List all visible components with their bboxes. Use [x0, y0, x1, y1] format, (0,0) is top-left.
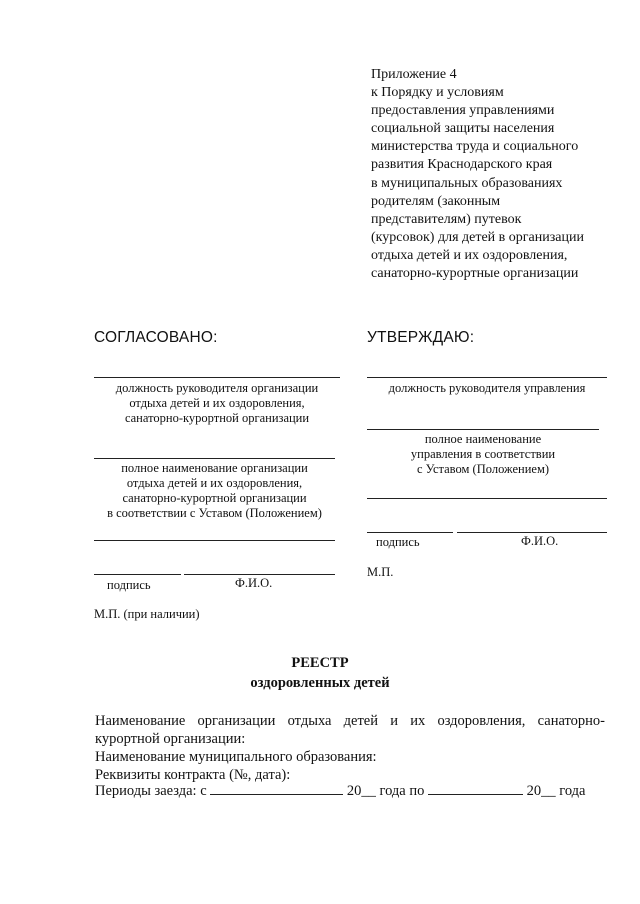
caption-line: полное наименование организации	[121, 461, 308, 475]
caption-line: управления в соответствии	[410, 447, 556, 461]
appendix-block	[371, 66, 621, 283]
appendix-line: развития Краснодарского края	[371, 157, 553, 173]
approve-position-caption	[367, 381, 607, 396]
registry-subtitle: оздоровленных детей	[250, 675, 390, 691]
appendix-line: отдыха детей и их оздоровления,	[371, 247, 568, 263]
appendix-line: в муниципальных образованиях	[371, 175, 563, 191]
approve-signature-label: подпись	[376, 535, 420, 549]
caption-line: отдыха детей и их оздоровления,	[126, 476, 303, 490]
period-from-blank	[210, 782, 343, 795]
org-name-field-cont: курортной организации:	[95, 731, 246, 747]
caption-line: полное наименование	[424, 432, 542, 446]
caption-line: санаторно-курортной организации	[124, 411, 310, 425]
appendix-line: предоставления управлениями	[371, 103, 555, 119]
period-field	[95, 782, 605, 800]
approve-fio-line	[457, 532, 607, 533]
org-name-field: Наименование организации отдыха детей и их оздоровления, санаторно-	[95, 713, 605, 729]
approve-fio-label: Ф.И.О.	[521, 534, 559, 548]
period-label: Периоды заезда: с	[95, 783, 207, 799]
registry-title: РЕЕСТР	[291, 655, 349, 671]
caption-line: с Уставом (Положением)	[416, 462, 550, 476]
appendix-line: министерства труда и социального	[371, 139, 579, 155]
caption-line: должность руководителя организации	[115, 381, 319, 395]
approve-header: УТВЕРЖДАЮ:	[367, 329, 475, 346]
agreed-fio-label: Ф.И.О.	[235, 576, 273, 590]
agreed-signature-line	[94, 574, 181, 575]
appendix-line: (курсовок) для детей в организации	[371, 229, 584, 245]
period-word-to: года по	[379, 783, 425, 799]
agreed-org-name-caption	[94, 461, 335, 521]
appendix-line: социальной защиты населения	[371, 121, 555, 137]
appendix-line: санаторно-курортные организации	[371, 266, 579, 282]
agreed-fio-line	[184, 574, 335, 575]
approve-position-line	[367, 377, 607, 378]
approve-org-name-caption	[367, 432, 599, 477]
approve-extra-line	[367, 498, 607, 499]
appendix-line: родителям (законным	[371, 193, 501, 209]
agreed-header: СОГЛАСОВАНО:	[94, 329, 218, 346]
agreed-org-name-line	[94, 458, 335, 459]
agreed-signature-label: подпись	[107, 578, 151, 592]
agreed-stamp: М.П. (при наличии)	[94, 607, 200, 621]
period-word-end: года	[559, 783, 586, 799]
approve-stamp: М.П.	[367, 565, 394, 579]
period-year-2: 20__	[526, 783, 556, 799]
contract-field: Реквизиты контракта (№, дата):	[95, 767, 291, 783]
agreed-position-line	[94, 377, 340, 378]
caption-line: отдыха детей и их оздоровления,	[129, 396, 305, 410]
caption-line: санаторно-курортной организации	[122, 491, 307, 505]
caption-line: должность руководителя управления	[388, 381, 586, 395]
appendix-line: Приложение 4	[371, 67, 457, 82]
approve-signature-line	[367, 532, 453, 533]
period-year-1: 20__	[346, 783, 376, 799]
agreed-position-caption	[94, 381, 340, 426]
caption-line: в соответствии с Уставом (Положением)	[107, 506, 322, 520]
appendix-line: представителям) путевок	[371, 211, 522, 227]
period-to-blank	[428, 782, 523, 795]
appendix-line: к Порядку и условиям	[371, 85, 504, 101]
approve-org-name-line	[367, 429, 599, 430]
municipality-field: Наименование муниципального образования:	[95, 749, 377, 765]
agreed-extra-line	[94, 540, 335, 541]
